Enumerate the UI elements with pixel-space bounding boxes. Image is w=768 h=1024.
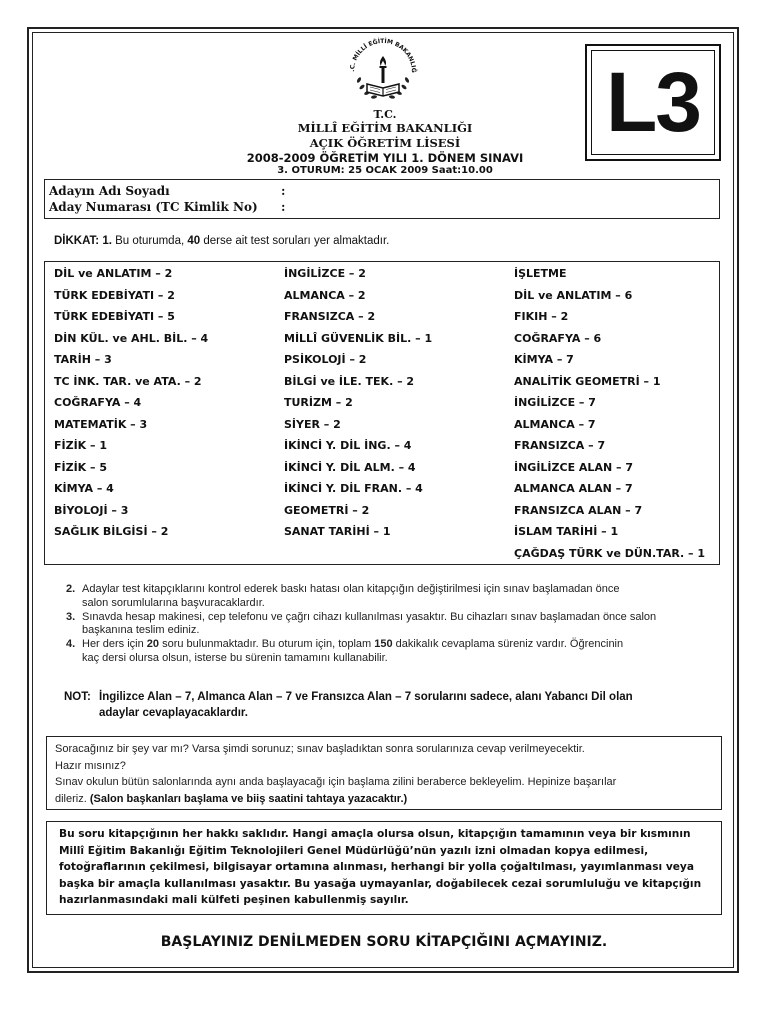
subject-item: BİLGİ ve İLE. TEK. – 2	[284, 374, 415, 388]
rule-text: salon sorumlularına başvuracaklardır.	[82, 596, 265, 609]
booklet-code-box	[585, 44, 721, 161]
notice-line	[54, 235, 389, 247]
subject-item: TÜRK EDEBİYATI – 2	[54, 288, 175, 302]
subject-item: ÇAĞDAŞ TÜRK ve DÜN.TAR. – 1	[514, 546, 706, 560]
candidate-number-row	[49, 200, 285, 215]
candidate-info-box	[44, 179, 720, 219]
header-ministry: MİLLÎ EĞİTİM BAKANLIĞI	[297, 121, 473, 135]
rule-4	[64, 638, 724, 666]
subject-item: FRANSIZCA – 2	[284, 310, 376, 323]
subject-item: ALMANCA – 2	[284, 288, 366, 302]
questions-text: Soracağınız bir şey var mı? Varsa şimdi sorunuz; sınav başladıktan sonra sorularınıza cevap verilmeyecektir.	[55, 743, 585, 755]
copyright-text: fotoğraflarının çekilmesi, bilgisayar ortamına alınması, herhangi bir yolla çoğaltılması, yayımlanması veya	[59, 861, 694, 873]
copyright-text: Bu soru kitapçığının her hakkı saklıdır. Hangi amaçla olursa olsun, kitapçığın tamamının veya bir kısmının	[59, 828, 691, 840]
subject-item: BİYOLOJİ – 3	[54, 503, 129, 517]
candidate-name-colon: :	[281, 184, 286, 198]
booklet-code: L3	[591, 50, 715, 155]
subject-item: İKİNCİ Y. DİL ALM. – 4	[284, 460, 416, 474]
subject-item: COĞRAFYA – 6	[514, 331, 602, 345]
rule-3	[64, 611, 724, 639]
questions-box	[46, 736, 722, 810]
subject-item: TURİZM – 2	[284, 396, 353, 409]
ministry-logo-icon	[345, 34, 421, 106]
subject-item: PSİKOLOJİ – 2	[284, 353, 367, 366]
rule-text: başkanına teslim ediniz.	[82, 624, 200, 637]
copyright-text: hazırlanmasındaki mali külfeti peşinen kabullenmiş sayılır.	[59, 894, 409, 906]
subject-item: FRANSIZCA – 7	[514, 439, 606, 452]
notice-prefix: DİKKAT: 1.	[54, 235, 112, 247]
subject-item: ALMANCA ALAN – 7	[514, 482, 633, 495]
subject-item: ALMANCA – 7	[514, 417, 596, 431]
copyright-text: Millî Eğitim Bakanlığı Eğitim Teknolojileri Genel Müdürlüğü’nün yazılı izni olmadan kopya edilmesi,	[59, 844, 649, 857]
rule-2	[64, 583, 724, 611]
subject-item: DİL ve ANLATIM – 2	[54, 267, 173, 280]
subject-item: DİN KÜL. ve AHL. BİL. – 4	[54, 331, 209, 345]
subjects-box	[44, 261, 720, 565]
subject-item: İNGİLİZCE ALAN – 7	[514, 460, 633, 474]
subject-item: FIKIH – 2	[514, 310, 569, 323]
header-term: 2008-2009 ÖĞRETİM YILI 1. DÖNEM SINAVI	[246, 151, 524, 165]
note-label: NOT:	[64, 691, 91, 703]
note-block	[64, 690, 724, 721]
subject-item: GEOMETRİ – 2	[284, 503, 370, 517]
subject-item: FİZİK – 1	[54, 439, 108, 452]
exam-rules	[64, 583, 724, 666]
subjects-column-1	[54, 267, 208, 547]
questions-text: dileriz. (Salon başkanları başlama ve biiş saatini tahtaya yazacaktır.)	[55, 792, 408, 805]
candidate-name-row	[49, 184, 285, 199]
notice-count: 40	[187, 235, 201, 247]
subject-item: DİL ve ANLATIM – 6	[514, 288, 633, 302]
rule-number: 2.	[66, 583, 76, 595]
rule-text: Her ders için 20 soru bulunmaktadır. Bu oturum için, toplam 150 dakikalık cevaplama süreniz vardır. Öğrencinin	[82, 638, 624, 651]
subject-item: İNGİLİZCE – 2	[284, 267, 366, 280]
copyright-box	[46, 821, 722, 915]
rule-number: 3.	[66, 610, 76, 623]
subject-item: İNGİLİZCE – 7	[514, 396, 596, 409]
note-text: İngilizce Alan – 7, Almanca Alan – 7 ve Fransızca Alan – 7 sorularını sadece, alanı Yabancı Dil olan	[99, 691, 633, 703]
subject-item: MATEMATİK – 3	[54, 417, 148, 431]
subject-item: FİZİK – 5	[54, 460, 108, 474]
subject-item: SANAT TARİHİ – 1	[284, 525, 391, 538]
candidate-number-colon: :	[281, 200, 286, 214]
subject-item: KİMYA – 4	[54, 482, 114, 495]
header-session: 3. OTURUM: 25 OCAK 2009 Saat:10.00	[277, 165, 493, 176]
subject-item: MİLLÎ GÜVENLİK BİL. – 1	[284, 331, 433, 345]
rule-text: kaç dersi olursa olsun, isterse bu sürenin tamamını kullanabilir.	[82, 651, 388, 664]
subject-item: SAĞLIK BİLGİSİ – 2	[54, 525, 169, 538]
questions-text: Sınav okulun bütün salonlarında aynı anda başlayacağı için başlama zilini beraberce bekleyelim. Hepinize başarılar	[55, 776, 617, 788]
candidate-name-label: Adayın Adı Soyadı	[49, 184, 170, 198]
header-school: AÇIK ÖĞRETİM LİSESİ	[309, 136, 461, 150]
seal-text: .C. MİLLÎ EĞİTİM BAKANLIĞ	[348, 37, 418, 73]
subject-item: TC İNK. TAR. ve ATA. – 2	[54, 374, 202, 388]
subject-item: İSLAM TARİHİ – 1	[514, 525, 619, 538]
rule-text: Adaylar test kitapçıklarını kontrol ederek baskı hatası olan kitapçığın değiştirilmesi için sınav başlamadan önce	[82, 583, 620, 595]
subject-item: İŞLETME	[514, 267, 567, 280]
subject-item: ANALİTİK GEOMETRİ – 1	[514, 374, 661, 388]
subject-item: İKİNCİ Y. DİL FRAN. – 4	[284, 482, 423, 495]
questions-text: Hazır mısınız?	[55, 759, 126, 772]
final-warning: BAŞLAYINIZ DENİLMEDEN SORU KİTAPÇIĞINI AÇMAYINIZ.	[160, 934, 608, 950]
subject-item: KİMYA – 7	[514, 353, 574, 366]
notice-text-a: Bu oturumda,	[111, 235, 188, 247]
rule-text: Sınavda hesap makinesi, cep telefonu ve çağrı cihazı kullanılması yasaktır. Bu cihazları sınav başlamadan önce salon	[82, 610, 657, 623]
subject-item: İKİNCİ Y. DİL İNG. – 4	[284, 439, 412, 452]
subjects-column-3	[514, 267, 705, 568]
subject-item: TÜRK EDEBİYATI – 5	[54, 310, 175, 323]
header-tc: T.C.	[373, 108, 397, 121]
subjects-column-2	[284, 267, 432, 547]
subject-item: TARİH – 3	[54, 353, 112, 366]
note-text: adaylar cevaplayacaklardır.	[99, 706, 248, 719]
notice-text-b: derse ait test soruları yer almaktadır.	[200, 235, 390, 247]
rule-number: 4.	[66, 638, 76, 651]
subject-item: SİYER – 2	[284, 417, 341, 431]
subject-item: FRANSIZCA ALAN – 7	[514, 503, 643, 517]
copyright-text: başka bir amaçla kullanılması yasaktır. Bu yasağa uymayanlar, doğabilecek cezai sorumluluğu ve kitapçığın	[59, 877, 702, 890]
candidate-number-label: Aday Numarası (TC Kimlik No)	[49, 200, 258, 214]
subject-item: COĞRAFYA – 4	[54, 396, 142, 409]
